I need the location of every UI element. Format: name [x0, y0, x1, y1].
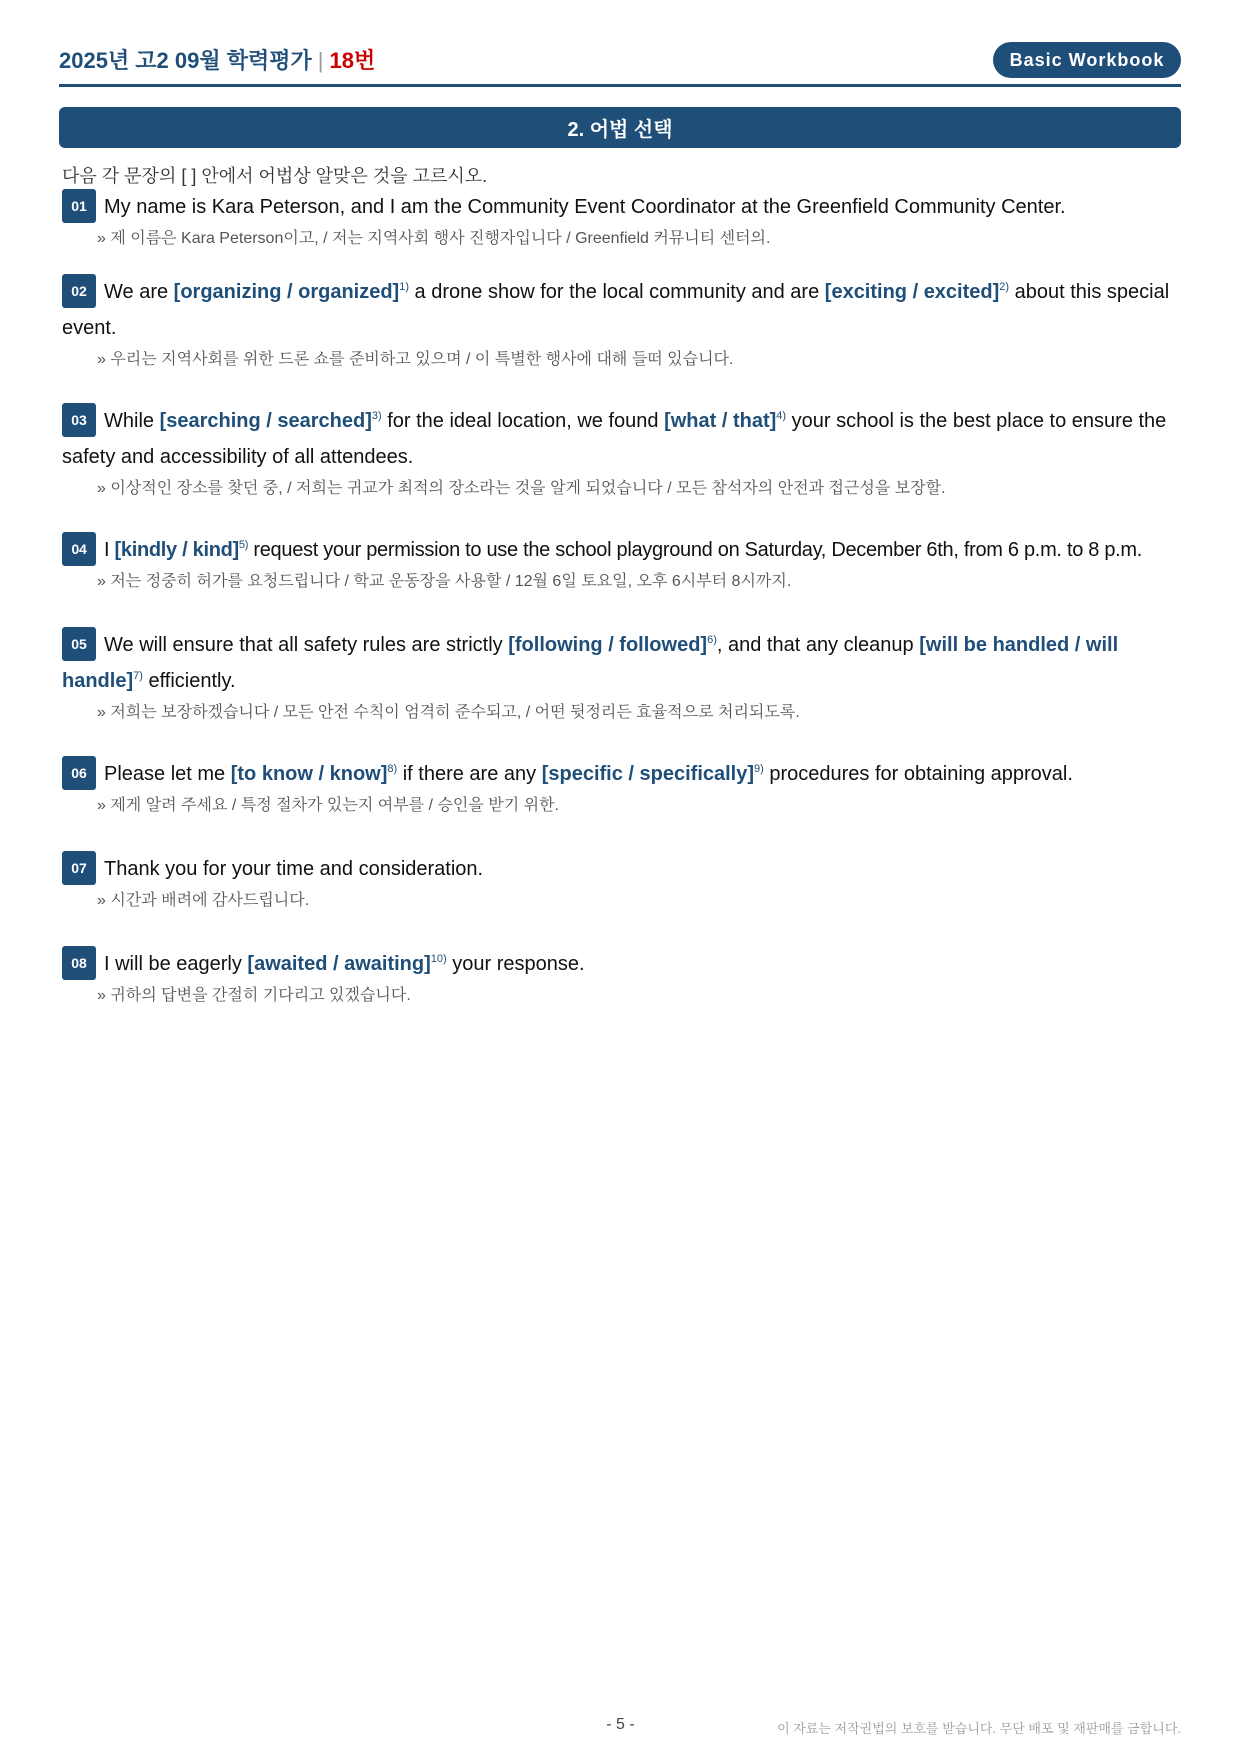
grammar-choice: [what / that]	[664, 410, 777, 432]
exercise-item-05	[62, 627, 1177, 725]
sentence-text: efficiently.	[142, 670, 236, 692]
item-number-badge: 08	[62, 946, 96, 980]
footnote-marker: 1)	[399, 281, 409, 293]
grammar-choice: [kindly / kind]	[114, 539, 239, 561]
item-number-badge: 05	[62, 627, 96, 661]
title-separator: |	[317, 48, 324, 73]
footnote-marker: 8)	[387, 763, 398, 775]
page-header	[59, 40, 1181, 87]
english-sentence	[62, 756, 1177, 792]
instruction-text: 다음 각 문장의 [ ] 안에서 어법상 알맞은 것을 고르시오.	[62, 166, 488, 186]
grammar-choice: [specific / specifically]	[541, 763, 755, 785]
footnote-marker: 7)	[133, 670, 143, 682]
korean-translation: » 시간과 배려에 감사드립니다.	[97, 892, 310, 909]
grammar-choice: [will be handled / will handle]	[62, 634, 1119, 692]
korean-translation: » 제 이름은 Kara Peterson이고, / 저는 지역사회 행사 진행자입니다 / Greenfield 커뮤니티 센터의.	[97, 230, 771, 247]
sentence-text: if there are any	[397, 763, 542, 785]
sentence-text: request your permission to use the school playground on Saturday, December 6th, from 6 p.m. to 8 p.m.	[248, 539, 1143, 561]
exercise-item-03	[62, 403, 1177, 501]
sentence-text: Please let me	[104, 763, 231, 785]
sentence-text: Thank you for your time and consideration.	[104, 858, 484, 880]
korean-translation: » 저희는 보장하겠습니다 / 모든 안전 수칙이 엄격히 준수되고, / 어떤 뒷정리든 효율적으로 처리되도록.	[97, 704, 800, 721]
question-number: 18번	[329, 48, 376, 73]
exercise-item-07	[62, 851, 1177, 913]
item-number-badge: 01	[62, 189, 96, 223]
english-sentence	[62, 851, 1177, 887]
exam-title	[59, 44, 375, 75]
sentence-text: , and that any cleanup	[716, 634, 920, 656]
english-sentence	[62, 189, 1177, 225]
footnote-marker: 6)	[707, 634, 717, 646]
footnote-marker: 3)	[371, 410, 382, 422]
copyright-notice: 이 자료는 저작권법의 보호를 받습니다. 무단 배포 및 재판매를 금합니다.	[777, 1721, 1181, 1736]
footnote-marker: 9)	[754, 763, 764, 775]
english-sentence	[62, 946, 1177, 982]
grammar-choice: [organizing / organized]	[173, 281, 400, 303]
sentence-text: We will ensure that all safety rules are strictly	[104, 634, 509, 656]
korean-translation: » 이상적인 장소를 찾던 중, / 저희는 귀교가 최적의 장소라는 것을 알게 되었습니다 / 모든 참석자의 안전과 접근성을 보장할.	[97, 480, 946, 497]
footnote-marker: 2)	[999, 281, 1010, 293]
sentence-text: about this special event.	[62, 281, 1170, 339]
sentence-text: While	[104, 410, 160, 432]
exercise-item-08	[62, 946, 1177, 1008]
sentence-text: procedures for obtaining approval.	[763, 763, 1073, 785]
sentence-text: I will be eagerly	[104, 953, 248, 975]
sentence-text: for the ideal location, we found	[381, 410, 665, 432]
grammar-choice: [awaited / awaiting]	[247, 953, 431, 975]
item-number-badge: 04	[62, 532, 96, 566]
korean-translation: » 귀하의 답변을 간절히 기다리고 있겠습니다.	[97, 987, 411, 1004]
english-sentence	[62, 274, 1177, 346]
item-number-badge: 02	[62, 274, 96, 308]
grammar-choice: [searching / searched]	[159, 410, 372, 432]
exercise-item-04	[62, 532, 1177, 594]
footnote-marker: 5)	[238, 539, 249, 551]
section-title: 2. 어법 선택	[59, 107, 1181, 148]
english-sentence	[62, 403, 1177, 475]
page-number: - 5 -	[606, 1716, 635, 1733]
exam-name: 2025년 고2 09월 학력평가	[59, 48, 312, 73]
footnote-marker: 10)	[430, 953, 447, 965]
sentence-text: your school is the best place to ensure the safety and accessibility of all attendees.	[62, 410, 1167, 468]
item-number-badge: 03	[62, 403, 96, 437]
korean-translation: » 저는 정중히 허가를 요청드립니다 / 학교 운동장을 사용할 / 12월 6일 토요일, 오후 6시부터 8시까지.	[97, 573, 792, 590]
exercise-item-01	[62, 189, 1177, 251]
english-sentence	[62, 627, 1177, 699]
item-number-badge: 07	[62, 851, 96, 885]
grammar-choice: [exciting / excited]	[824, 281, 1000, 303]
english-sentence	[62, 532, 1177, 568]
sentence-text: a drone show for the local community and are	[409, 281, 825, 303]
item-number-badge: 06	[62, 756, 96, 790]
sentence-text: We are	[104, 281, 174, 303]
workbook-badge: Basic Workbook	[993, 42, 1181, 78]
sentence-text: your response.	[446, 953, 585, 975]
korean-translation: » 우리는 지역사회를 위한 드론 쇼를 준비하고 있으며 / 이 특별한 행사에 대해 들떠 있습니다.	[97, 351, 734, 368]
sentence-text: My name is Kara Peterson, and I am the Community Event Coordinator at the Greenfield Community Center.	[104, 196, 1066, 218]
sentence-text: I	[104, 539, 115, 561]
exercise-item-02	[62, 274, 1177, 372]
grammar-choice: [to know / know]	[230, 763, 388, 785]
exercise-item-06	[62, 756, 1177, 818]
grammar-choice: [following / followed]	[508, 634, 708, 656]
korean-translation: » 제게 알려 주세요 / 특정 절차가 있는지 여부를 / 승인을 받기 위한.	[97, 797, 559, 814]
footnote-marker: 4)	[776, 410, 787, 422]
